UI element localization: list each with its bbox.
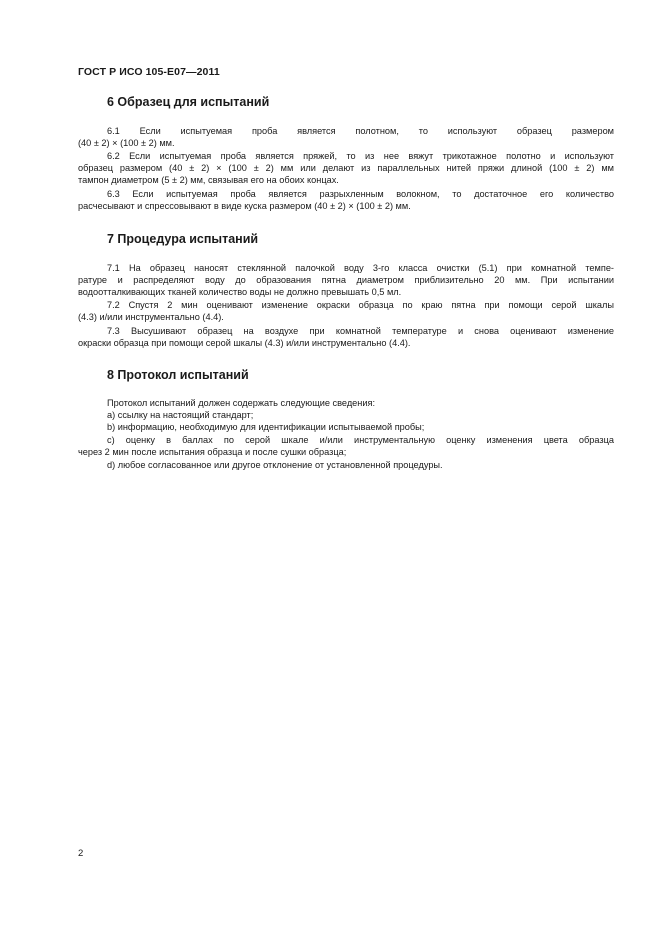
document-header: ГОСТ Р ИСО 105-Е07—2011 [78,66,220,78]
paragraph-6-3: 6.3 Если испытуемая проба является разрыхленным волокном, то достаточное его количество расчесывают и спрессовывают в виде куска размером (40 ± 2) × (100 ± 2) мм. [78,189,614,212]
protocol-intro: Протокол испытаний должен содержать следующие сведения: [107,398,376,408]
paragraph-6-1: 6.1 Если испытуемая проба является полотном, то используют образец размером (40 ± 2) × (100 ± 2) мм. [78,126,614,149]
protocol-item-d: d) любое согласованное или другое отклонение от установленной процедуры. [107,460,443,470]
section-8-title: 8 Протокол испытаний [107,368,249,382]
section-6-title: 6 Образец для испытаний [107,95,270,109]
paragraph-7-3: 7.3 Высушивают образец на воздухе при комнатной температуре и снова оценивают изменение окраски образца при помощи серой шкалы (4.3) и/или инструментально (4.4). [78,326,614,349]
protocol-item-b: b) информацию, необходимую для идентификации испытываемой пробы; [107,422,425,432]
protocol-item-a: a) ссылку на настоящий стандарт; [107,410,254,420]
page-number: 2 [78,848,84,859]
paragraph-7-2: 7.2 Спустя 2 мин оценивают изменение окраски образца по краю пятна при помощи серой шкалы (4.3) и/или инструментально (4.4). [78,300,614,323]
section-7-title: 7 Процедура испытаний [107,232,259,246]
paragraph-7-1: 7.1 На образец наносят стеклянной палочкой воду 3-го класса очистки (5.1) при комнатной темпе- ратуре и распределяют воду до образования пятна диаметром приблизительно 20 мм. При испытании водоотталкивающих тканей количество воды не должно превышать 0,5 мл. [78,263,614,298]
protocol-item-c: c) оценку в баллах по серой шкале и/или инструментальную оценку изменения цвета образца через 2 мин после испытания образца и после сушки образца; [78,435,614,458]
paragraph-6-2: 6.2 Если испытуемая проба является пряжей, то из нее вяжут трикотажное полотно и используют образец размером (40 ± 2) × (100 ± 2) мм или делают из параллельных нитей пряжи длиной (100 ± 2) мм тампон диаметром (5 ± 2) мм, связывая его на обоих концах. [78,151,614,186]
